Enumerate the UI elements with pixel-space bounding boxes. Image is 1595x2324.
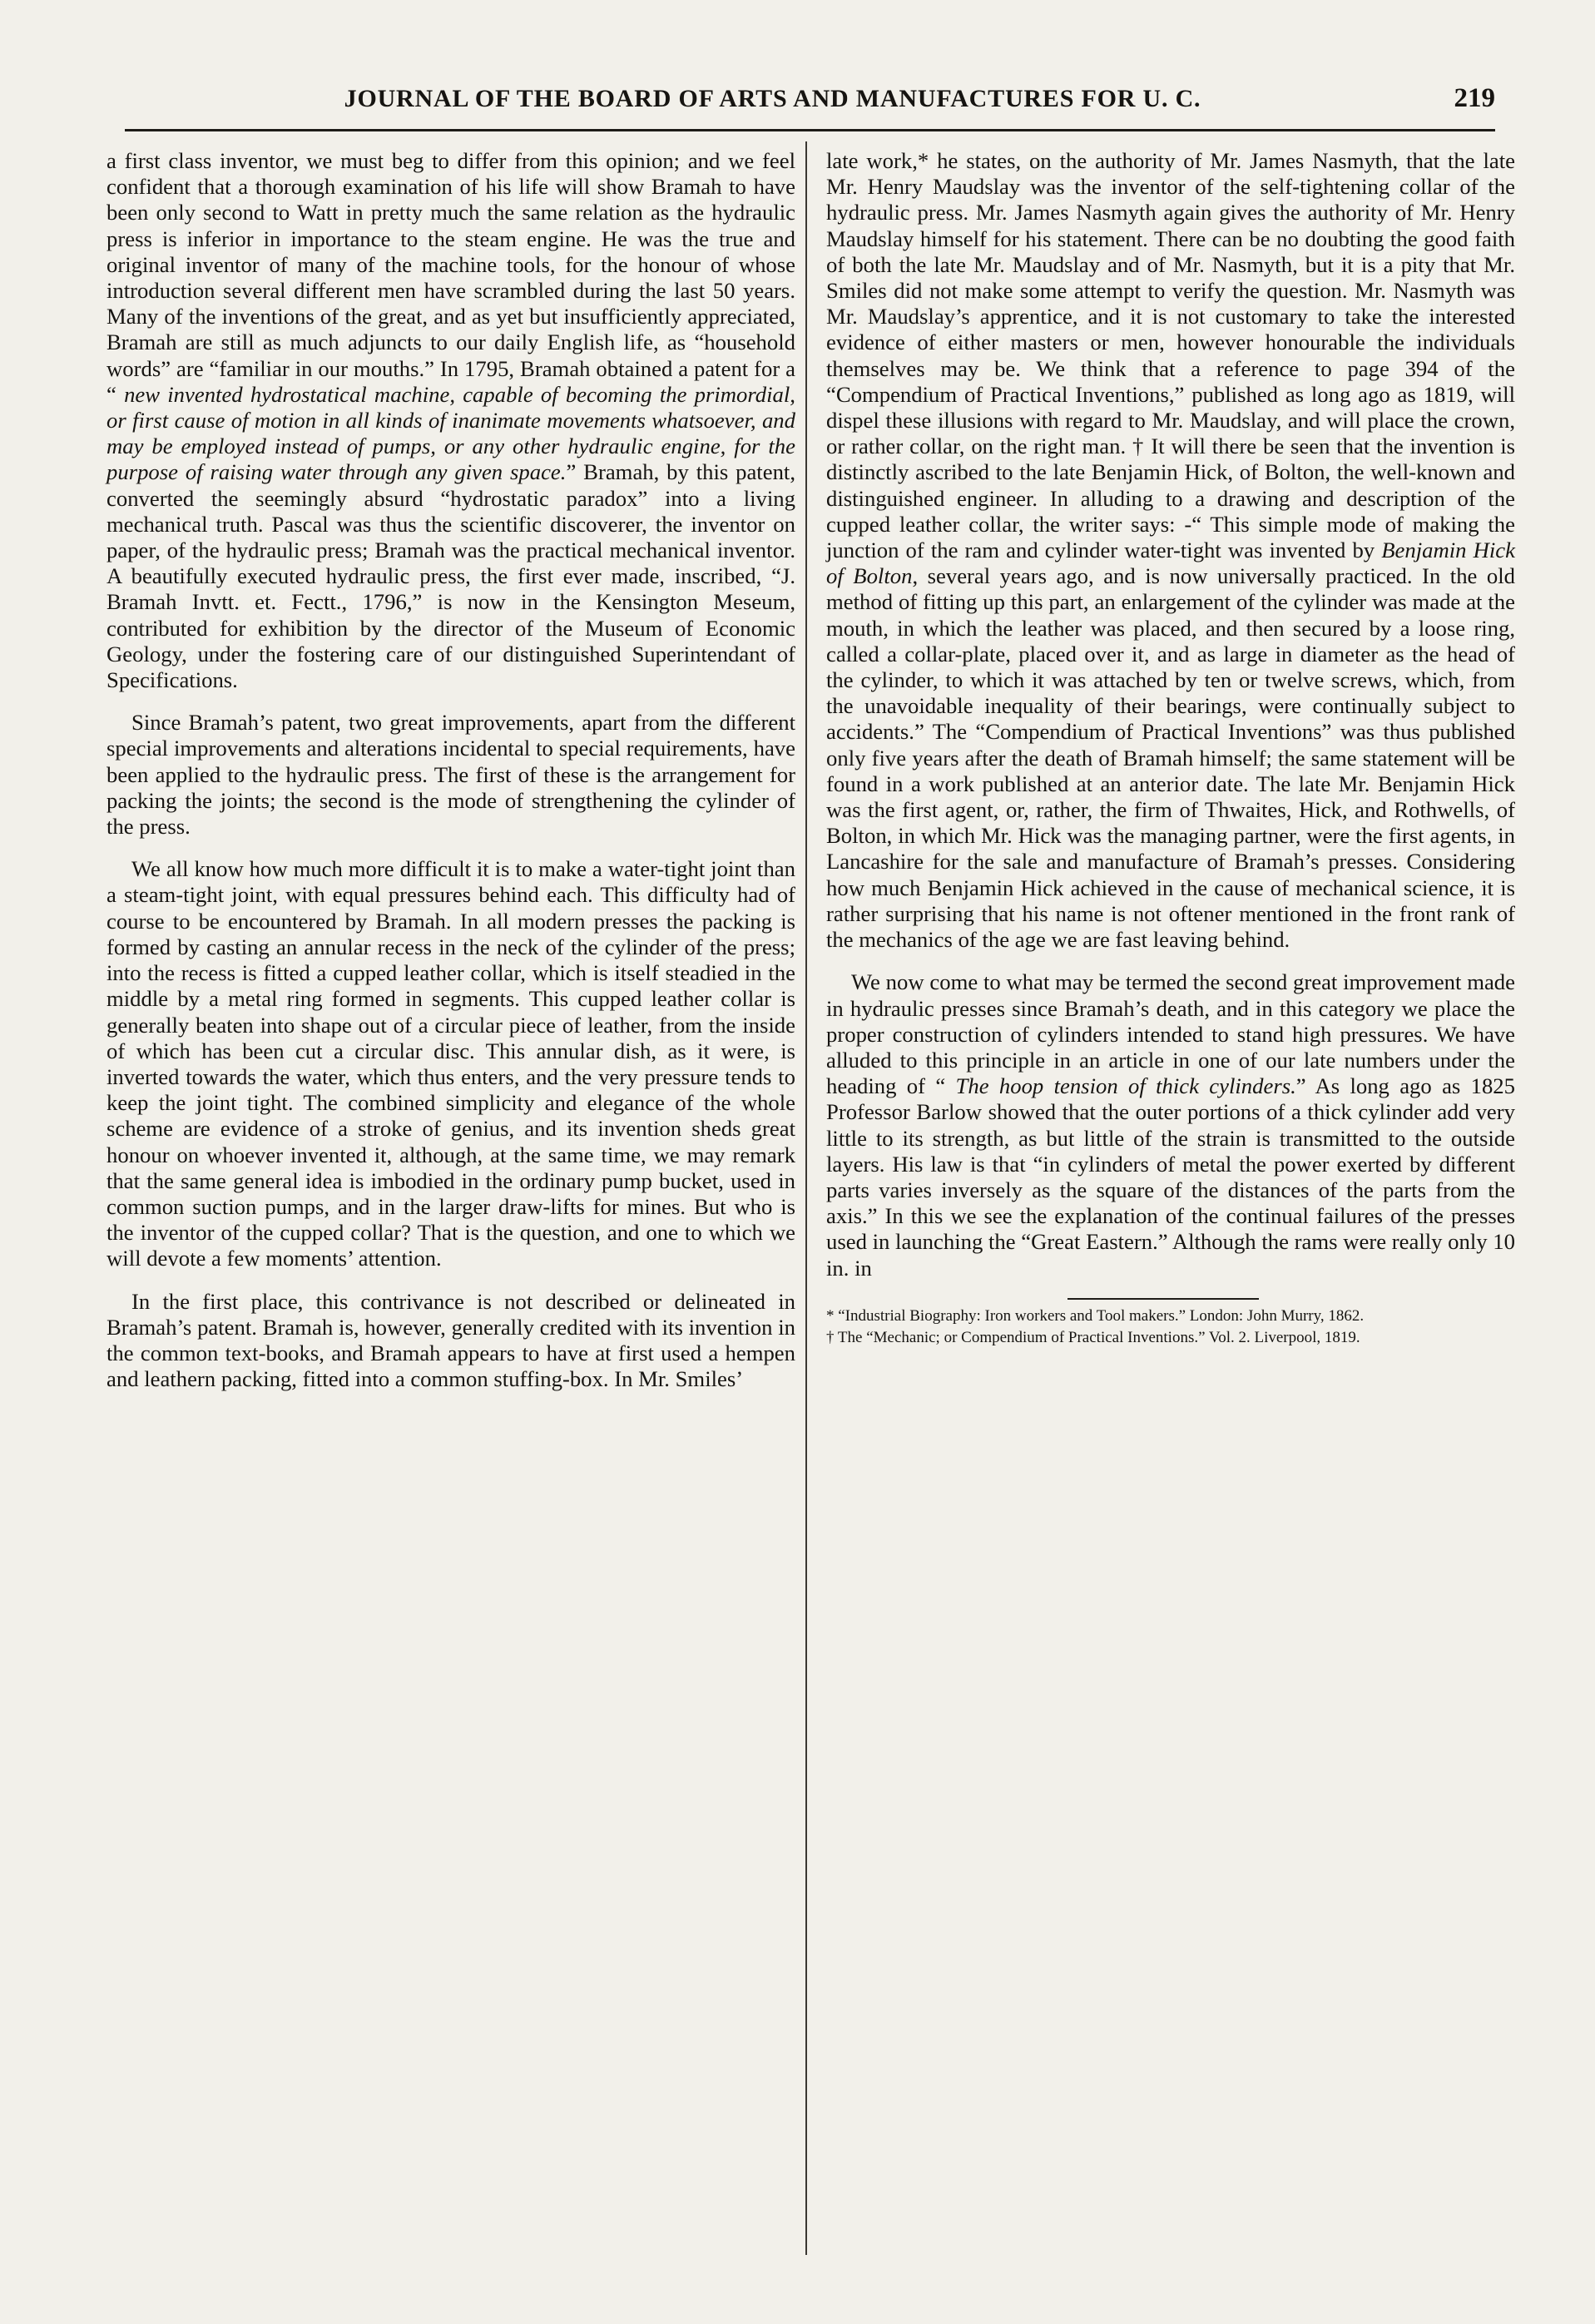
column-divider <box>805 141 807 2255</box>
text-run: , several years ago, and is now universally practiced. In the old method of fitting up this part, an enlargement of the cylinder was made at the mouth, in which the leather was placed, and then secured by a loose ring, called a collar-plate, placed over it, and as large in diameter as the head of the cylinder, to which it was attached by ten or twelve screws, which, from the unavoidable inequality of their bearings, were continually subject to accidents.” The “Compendium of Practical Inventions” was thus published only five years after the death of Bramah himself; the same statement will be found in a work published at an anterior date. The late Mr. Benjamin Hick was the first agent, or, rather, the firm of Thwaites, Hick, and Rothwells, of Bolton, in which Mr. Hick was the managing partner, were the first agents, in Lancashire for the sale and manufacture of Bramah’s presses. Considering how much Benjamin Hick achieved in the cause of mechanical science, it is rather surprising that his name is not oftener mentioned in the front rank of the mechanics of the age we are fast leaving behind. <box>826 563 1515 953</box>
text-run: late work,* he states, on the authority of Mr. James Nasmyth, that the late Mr. Henry Maudslay was the inventor of the self-tightening collar of the hydraulic press. Mr. James Nasmyth again gives the authority of Mr. Henry Maudslay himself for his statement. There can be no doubting the good faith of both the late Mr. Maudslay and of Mr. Nasmyth, but it is a pity that Mr. Smiles did not make some attempt to verify the question. Mr. Nasmyth was Mr. Maudslay’s apprentice, and it is not customary to take the interested evidence of either masters or men, however honourable the individuals themselves may be. We think that a reference to page 394 of the “Compendium of Practical Inventions,” published as long ago as 1819, will dispel these illusions with regard to Mr. Maudslay, and will place the crown, or rather collar, on the right man. † It will there be seen that the invention is distinctly ascribed to the late Benjamin Hick, of Bolton, the well-known and distinguished engineer. In alluding to a drawing and description of the cupped leather collar, the writer says: -“ This simple mode of making the junction of the ram and cylinder water-tight was invented by <box>826 148 1515 563</box>
right-column <box>826 148 1515 1350</box>
footnote: † The “Mechanic; or Compendium of Practical Inventions.” Vol. 2. Liverpool, 1819. <box>826 1328 1360 1346</box>
paragraph: In the first place, this contrivance is not described or delineated in Bramah’s patent. Bramah is, however, generally credited with its invention in the common text-books, and Bramah appears to have at first used a hempen and leathern packing, fitted into a common stuffing-box. In Mr. Smiles’ <box>106 1288 795 1392</box>
paragraph <box>826 148 1515 953</box>
running-head <box>125 83 1495 133</box>
text-run: We now come to what may be termed the second great improvement made in hydraulic presses since Bramah’s death, and in this category we place the proper construction of cylinders intended to stand high pressures. We have alluded to this principle in an article in one of our late numbers under the heading of “ <box>826 969 1515 1099</box>
journal-title: JOURNAL OF THE BOARD OF ARTS AND MANUFACTURES FOR U. C. <box>344 85 1201 112</box>
paragraph <box>826 969 1515 1281</box>
italic-text-run: new invented hydrostatical machine, capable of becoming the primordial, or first cause of motion in all kinds of inanimate movements whatsoever, and may be employed instead of pumps, or any other hydraulic engine, for the purpose of raising water through any given space. <box>106 381 795 485</box>
header-rule <box>125 129 1495 131</box>
paragraph: Since Bramah’s patent, two great improvements, apart from the different special improvements and alterations incidental to special requirements, have been applied to the hydraulic press. The first of these is the arrangement for packing the joints; the second is the mode of strengthening the cylinder of the press. <box>106 710 795 840</box>
left-column <box>106 148 795 1392</box>
text-run: ” As long ago as 1825 Professor Barlow showed that the outer portions of a thick cylinder add very little to its strength, as but little of the strain is transmitted to the outside layers. His law is that “in cylinders of metal the power exerted by different parts varies inversely as the square of the distances of the parts from the axis.” In this we see the explanation of the continual failures of the presses used in launching the “Great Eastern.” Although the rams were really only 10 in. in <box>826 1073 1515 1281</box>
paragraph <box>106 148 795 693</box>
text-run: a first class inventor, we must beg to differ from this opinion; and we feel confident that a thorough examination of his life will show Bramah to have been only second to Watt in pretty much the same relation as the hydraulic press is inferior in importance to the steam engine. He was the true and original inventor of many of the machine tools, for the honour of whose introduction several different men have scrambled during the last 50 years. Many of the inventions of the great, and as yet but insufficiently appreciated, Bramah are still as much adjuncts to our daily English life, as “household words” are “familiar in our mouths.” In 1795, Bramah obtained a patent for a “ <box>106 148 795 407</box>
page-number: 219 <box>1454 83 1495 113</box>
paragraph: We all know how much more difficult it is to make a water-tight joint than a steam-tight joint, with equal pressures behind each. This difficulty had of course to be encountered by Bramah. In all modern presses the packing is formed by casting an annular recess in the neck of the cylinder of the press; into the recess is fitted a cupped leather collar, which is itself steadied in the middle by a metal ring formed in segments. This cupped leather collar is generally beaten into shape out of a circular piece of leather, from the inside of which has been cut a circular disc. This annular dish, as it were, is inverted towards the water, which thus enters, and the very pressure tends to keep the joint tight. The combined simplicity and elegance of the whole scheme are evidence of a stroke of genius, and its invention sheds great honour on whoever invented it, although, at the same time, we may remark that the same general idea is imbodied in the ordinary pump bucket, used in common suction pumps, and in the larger draw-lifts for mines. But who is the inventor of the cupped collar? That is the question, and one to which we will devote a few moments’ attention. <box>106 856 795 1271</box>
italic-text-run: The hoop tension of thick cylinders. <box>955 1073 1296 1099</box>
italic-text-run: Benjamin Hick of Bolton <box>826 538 1515 589</box>
footnote: * “Industrial Biography: Iron workers and Tool makers.” London: John Murry, 1862. <box>826 1306 1365 1325</box>
footnote-rule <box>1067 1298 1259 1300</box>
text-run: ” Bramah, by this patent, converted the seemingly absurd “hydrostatic paradox” into a living mechanical truth. Pascal was thus the scientific discoverer, the inventor on paper, of the hydraulic press; Bramah was the practical mechanical inventor. A beautifully executed hydraulic press, the first ever made, inscribed, “J. Bramah Invtt. et. Fectt., 1796,” is now in the Kensington Meseum, contributed for exhibition by the director of the Museum of Economic Geology, under the fostering care of our distinguished Superintendant of Specifications. <box>106 459 795 693</box>
